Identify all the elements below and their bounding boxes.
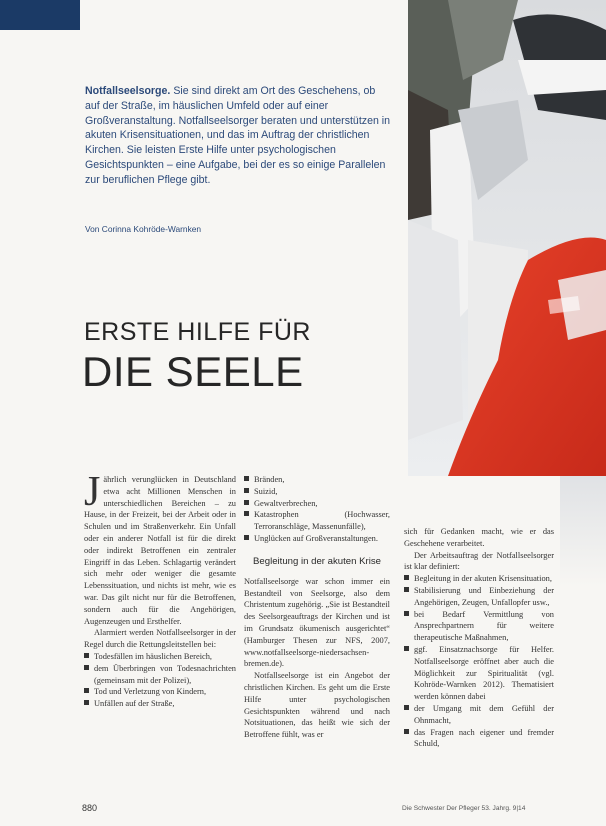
list-item: Begleitung in der akuten Krisensituation,	[404, 573, 554, 585]
bullet-square-icon	[404, 575, 409, 580]
col3-paragraph-2: Der Arbeitsauftrag der Notfallseelsorger ist klar definiert:	[404, 550, 554, 572]
header-photo	[408, 0, 606, 476]
photo-fade	[560, 476, 606, 586]
list-item: Bränden,	[244, 474, 390, 486]
list-item: ggf. Einsatznachsorge für Helfer. Notfallseelsorge eröffnet aber auch die Möglichkeit zur Spiritualität (vgl. Kohröde-Warnken 2012). Thematisiert werden können dabei	[404, 644, 554, 703]
subheading: Begleitung in der akuten Krise	[253, 555, 381, 567]
list-item: das Fragen nach eigener und fremder Schuld,	[404, 727, 554, 751]
color-tab	[0, 0, 80, 30]
bullet-square-icon	[84, 688, 89, 693]
list-item: dem Überbringen von Todesnachrichten (gemeinsam mit der Polizei),	[84, 663, 236, 687]
list-item: Suizid,	[244, 486, 390, 498]
list-item: Tod und Verletzung von Kindern,	[84, 686, 236, 698]
photo-illustration	[408, 0, 606, 476]
bullet-square-icon	[244, 476, 249, 481]
bullet-square-icon	[244, 488, 249, 493]
bullet-square-icon	[244, 511, 249, 516]
list-item: Unfällen auf der Straße,	[84, 698, 236, 710]
col1-paragraph-2: Alarmiert werden Notfallseelsorger in der Regel durch die Rettungsleitstellen bei:	[84, 628, 236, 650]
list-item: Katastrophen (Hochwasser, Terroranschläge, Massenunfälle),	[244, 509, 390, 533]
bullet-square-icon	[84, 700, 89, 705]
page-number: 880	[82, 803, 98, 813]
bullet-square-icon	[84, 665, 89, 670]
bullet-square-icon	[404, 587, 409, 592]
bullet-square-icon	[404, 646, 409, 651]
col1-paragraph-1: ährlich verunglücken in Deutschland etwa acht Millionen Menschen in unterschiedlichen Bereichen – zu Hause, in der Freizeit, bei der Arbeit oder in Schulen und im Straßenverkehr. Ein Unfall oder ein anderer Notfall ist für die direkt oder indirekt Betroffenen ein zentraler Eingriff in das Leben. Schlagartig verändert sich mehr oder weniger die gesamte Lebenssituation, und nichts ist mehr, wie es war. Das gilt nicht nur für die Betroffenen, sondern auch für die Angehörigen, Augenzeugen und Ersthelfer.	[84, 475, 236, 626]
list-item: Stabilisierung und Einbeziehung der Angehörigen, Zeugen, Unfallopfer usw.,	[404, 585, 554, 609]
intro-text: Sie sind direkt am Ort des Geschehens, ob auf der Straße, im häuslichen Umfeld oder auf einer Großveranstaltung. Notfallseelsorger beraten und unterstützen in akuten Krisensituationen, und das im Auftrag der christlichen Kirchen. Sie leisten Erste Hilfe unter psychologischen Gesichtspunkten – eine Aufgabe, bei der es so einige Parallelen zur beruflichen Pflege gibt.	[85, 85, 391, 186]
list-item: der Umgang mit dem Gefühl der Ohnmacht,	[404, 703, 554, 727]
bullet-square-icon	[244, 500, 249, 505]
intro-lead: Notfallseelsorge.	[85, 85, 171, 97]
column-3	[404, 526, 554, 750]
column-1	[84, 469, 236, 710]
bullet-square-icon	[244, 535, 249, 540]
dropcap: J	[84, 469, 101, 515]
bullet-square-icon	[404, 729, 409, 734]
col2-paragraph-1: Notfallseelsorge war schon immer ein Bestandteil von Seelsorge, also dem Christentum zugehörig. „Sie ist Bestandteil des Seelsorgeauftrags der Kirchen und ist im Grundsatz ökumenisch ausgerichtet“ (Hamburger Thesen zur NFS, 2007, www.notfallseelsorge-niedersachsen-bremen.de).	[244, 576, 390, 669]
title-line-2: DIE SEELE	[82, 348, 304, 395]
bullet-square-icon	[404, 611, 409, 616]
journal-footer: Die Schwester Der Pfleger 53. Jahrg. 9|14	[402, 805, 526, 812]
title-line-1: ERSTE HILFE FÜR	[84, 318, 311, 346]
list-item: Todesfällen im häuslichen Bereich,	[84, 651, 236, 663]
list-item: bei Bedarf Vermittlung von Ansprechpartnern für weitere therapeutische Maßnahmen,	[404, 609, 554, 644]
bullet-square-icon	[404, 705, 409, 710]
col3-paragraph-1: sich für Gedanken macht, wie er das Geschehene verarbeitet.	[404, 527, 554, 548]
list-item: Gewaltverbrechen,	[244, 498, 390, 510]
intro-paragraph	[85, 84, 391, 188]
list-item: Unglücken auf Großveranstaltungen.	[244, 533, 390, 545]
bullet-square-icon	[84, 653, 89, 658]
byline: Von Corinna Kohröde-Warnken	[85, 224, 202, 234]
column-2	[244, 474, 390, 741]
col2-paragraph-2: Notfallseelsorge ist ein Angebot der christlichen Kirchen. Es geht um die Erste Hilfe unter psychologischen Gesichtspunkten während und nach Notsituationen, das heißt wie sich der Betroffene fühlt, was er	[244, 671, 390, 740]
